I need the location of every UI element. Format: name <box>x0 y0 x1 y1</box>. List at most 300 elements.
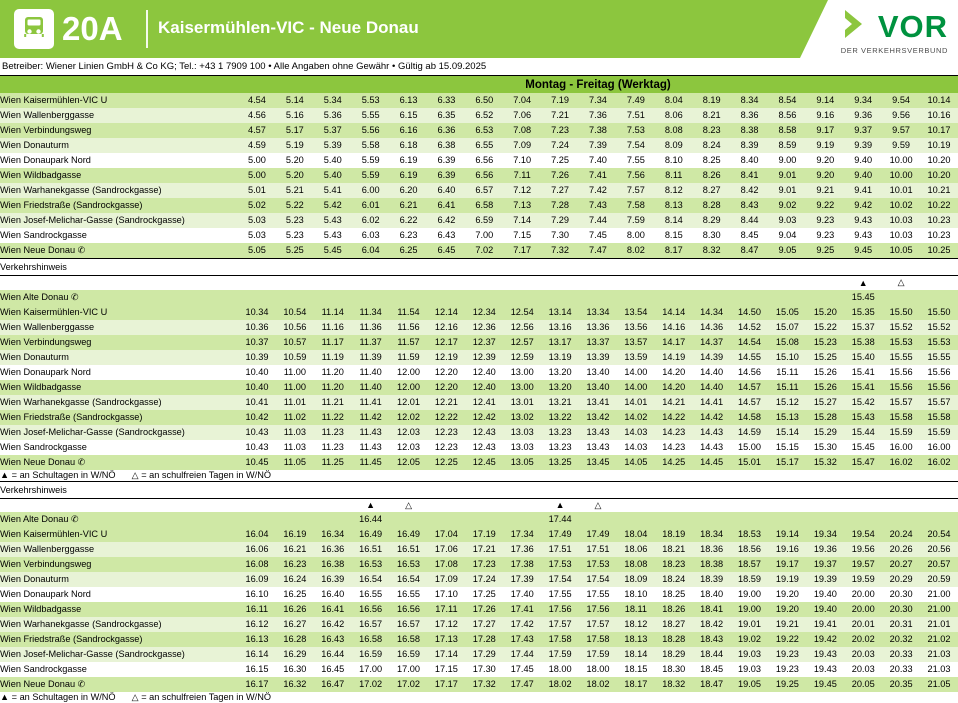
day-type-symbol <box>655 276 693 290</box>
departure-time: 16.32 <box>283 679 307 689</box>
departure-time: 17.06 <box>434 544 458 554</box>
departure-time: 19.17 <box>775 559 799 569</box>
departure-time: 8.23 <box>702 125 721 135</box>
departure-time: 16.36 <box>321 544 345 554</box>
departure-time: 20.26 <box>889 544 913 554</box>
departure-time: 6.25 <box>399 245 418 255</box>
departure-time: 14.59 <box>738 426 762 437</box>
departure-time: 6.23 <box>399 230 418 240</box>
departure-time: 17.34 <box>510 529 534 539</box>
departure-time: 13.43 <box>586 441 610 452</box>
departure-time: 8.24 <box>702 140 721 150</box>
departure-time: 11.40 <box>359 381 382 392</box>
departure-time: 19.56 <box>851 544 875 554</box>
page-header <box>0 0 958 58</box>
departure-time: 19.03 <box>738 649 762 659</box>
departure-time: 16.24 <box>283 574 307 584</box>
departure-time: 15.08 <box>775 336 799 347</box>
departure-time: 16.53 <box>359 559 383 569</box>
departure-time: 16.53 <box>397 559 421 569</box>
departure-time: 17.59 <box>586 649 610 659</box>
departure-time: 19.43 <box>813 664 837 674</box>
departure-time <box>806 290 844 305</box>
stop-name: Wien Friedstraße (Sandrockgasse) <box>0 411 143 422</box>
departure-time: 8.42 <box>740 185 759 195</box>
departure-time: 8.13 <box>664 200 683 210</box>
departure-time: 17.56 <box>586 604 610 614</box>
departure-time: 5.23 <box>285 215 304 225</box>
departure-time <box>882 290 920 305</box>
departure-time: 16.17 <box>245 679 269 689</box>
day-type-symbol <box>314 498 352 512</box>
stop-name: Wien Donauturm <box>0 140 69 150</box>
departure-time: 6.19 <box>399 155 418 165</box>
departure-time: 16.40 <box>321 589 345 599</box>
departure-time: 5.59 <box>361 170 380 180</box>
departure-time: 7.56 <box>626 170 645 180</box>
table-row <box>0 602 958 617</box>
departure-time: 7.21 <box>551 110 570 120</box>
departure-time: 12.21 <box>434 396 458 407</box>
departure-time <box>503 512 541 527</box>
notice-row <box>0 259 958 276</box>
departure-time: 17.56 <box>548 604 572 614</box>
departure-time: 6.38 <box>437 140 456 150</box>
departure-time: 11.54 <box>397 306 420 317</box>
departure-time <box>541 290 579 305</box>
departure-time: 19.40 <box>813 589 837 599</box>
departure-time: 8.06 <box>664 110 683 120</box>
departure-time: 15.58 <box>927 411 951 422</box>
departure-time: 16.34 <box>321 529 345 539</box>
departure-time: 5.59 <box>361 155 380 165</box>
departure-time: 14.03 <box>624 426 648 437</box>
departure-time: 4.54 <box>248 95 266 105</box>
departure-time: 15.50 <box>889 306 913 317</box>
departure-time: 17.29 <box>472 649 496 659</box>
day-type-symbol <box>541 276 579 290</box>
stop-name: Wien Donaupark Nord <box>0 366 91 377</box>
departure-time: 16.09 <box>245 574 269 584</box>
departure-time: 15.52 <box>889 321 913 332</box>
day-type-symbol <box>806 276 844 290</box>
departure-time: 8.09 <box>664 140 683 150</box>
departure-time: 15.41 <box>851 366 875 377</box>
departure-time: 6.39 <box>437 170 456 180</box>
day-type-symbol: △ <box>579 498 617 512</box>
departure-time: 8.44 <box>740 215 759 225</box>
departure-time: 10.00 <box>889 170 913 180</box>
day-type-symbol <box>579 276 617 290</box>
departure-time: 4.59 <box>248 140 266 150</box>
departure-time: 18.27 <box>662 619 686 629</box>
departure-time <box>844 512 882 527</box>
departure-time: 14.03 <box>624 441 648 452</box>
departure-time: 15.58 <box>889 411 913 422</box>
table-row <box>0 380 958 395</box>
day-type-symbol <box>238 498 276 512</box>
departure-time: 18.38 <box>700 559 724 569</box>
departure-time: 9.04 <box>778 230 797 240</box>
departure-time: 5.20 <box>285 170 304 180</box>
table-row <box>0 557 958 572</box>
departure-time: 8.28 <box>702 200 721 210</box>
departure-time: 11.00 <box>283 381 306 392</box>
departure-time: 11.42 <box>359 411 382 422</box>
departure-time: 9.25 <box>816 245 835 255</box>
day-type-symbol <box>920 498 958 512</box>
table-row <box>0 243 958 259</box>
departure-time: 16.54 <box>397 574 421 584</box>
table-row <box>0 198 958 213</box>
departure-time: 5.25 <box>285 245 304 255</box>
departure-time: 5.45 <box>323 245 342 255</box>
departure-time: 15.40 <box>851 351 875 362</box>
departure-time: 6.16 <box>399 125 418 135</box>
departure-time <box>693 512 731 527</box>
departure-time <box>731 290 769 305</box>
departure-time: 18.43 <box>700 634 724 644</box>
departure-time: 11.20 <box>321 381 344 392</box>
symbol-row-spacer <box>0 498 238 512</box>
stop-name: Wien Wallenberggasse <box>0 544 95 554</box>
departure-time: 5.36 <box>323 110 342 120</box>
departure-time: 17.00 <box>359 664 383 674</box>
departure-time: 12.17 <box>434 336 458 347</box>
table-row <box>0 455 958 470</box>
departure-time: 19.54 <box>851 529 875 539</box>
departure-time: 20.03 <box>851 649 875 659</box>
departure-time: 9.43 <box>854 215 873 225</box>
departure-time: 13.57 <box>624 336 648 347</box>
stop-name: Wien Friedstraße (Sandrockgasse) <box>0 200 143 210</box>
departure-time: 5.41 <box>323 185 342 195</box>
departure-time: 15.50 <box>927 306 951 317</box>
departure-time: 19.59 <box>851 574 875 584</box>
departure-time: 18.44 <box>700 649 724 659</box>
departure-time: 10.54 <box>283 306 307 317</box>
departure-time: 13.54 <box>624 306 648 317</box>
day-type-symbol <box>693 498 731 512</box>
departure-time: 18.40 <box>700 589 724 599</box>
departure-time: 16.42 <box>321 619 345 629</box>
departure-time: 17.27 <box>472 619 496 629</box>
departure-time: 13.00 <box>510 366 534 377</box>
departure-time: 12.37 <box>472 336 496 347</box>
stop-name: Wien Wildbadgasse <box>0 381 82 392</box>
departure-time: 6.45 <box>437 245 456 255</box>
departure-time: 7.57 <box>626 185 645 195</box>
departure-time: 19.02 <box>738 634 762 644</box>
departure-time <box>503 290 541 305</box>
departure-time: 16.13 <box>245 634 269 644</box>
departure-time: 18.00 <box>586 664 610 674</box>
departure-time: 11.25 <box>321 456 344 467</box>
departure-time: 14.20 <box>662 366 686 377</box>
departure-time: 9.56 <box>892 110 911 120</box>
departure-time: 19.34 <box>813 529 837 539</box>
departure-time: 14.45 <box>700 456 724 467</box>
header-divider <box>146 10 148 48</box>
departure-time <box>238 512 276 527</box>
day-type-symbol: ▲ <box>541 498 579 512</box>
departure-time: 16.49 <box>397 529 421 539</box>
departure-time: 19.03 <box>738 664 762 674</box>
departure-time: 5.16 <box>285 110 304 120</box>
departure-time <box>465 512 503 527</box>
table-row <box>0 183 958 198</box>
day-type-symbol <box>427 276 465 290</box>
departure-time: 17.28 <box>472 634 496 644</box>
departure-time: 12.43 <box>472 441 496 452</box>
departure-time: 14.56 <box>738 366 762 377</box>
departure-time: 6.35 <box>437 110 456 120</box>
departure-time: 5.03 <box>248 215 266 225</box>
departure-time: 6.43 <box>437 230 456 240</box>
departure-time: 5.02 <box>248 200 266 210</box>
departure-time: 12.40 <box>472 366 496 377</box>
departure-time: 10.56 <box>283 321 307 332</box>
departure-time: 7.02 <box>475 245 494 255</box>
departure-time: 10.03 <box>889 215 913 225</box>
departure-time <box>427 512 465 527</box>
departure-time: 11.37 <box>359 336 382 347</box>
departure-time: 14.00 <box>624 381 648 392</box>
departure-time: 9.42 <box>854 200 873 210</box>
departure-time: 6.33 <box>437 95 456 105</box>
departure-time: 8.32 <box>702 245 721 255</box>
departure-time: 15.20 <box>813 306 837 317</box>
departure-time: 11.45 <box>359 456 382 467</box>
departure-time: 9.23 <box>816 230 835 240</box>
departure-time: 6.57 <box>475 185 494 195</box>
day-band-label: Montag - Freitag (Werktag) <box>238 76 958 93</box>
departure-time: 14.01 <box>624 396 648 407</box>
departure-time: 7.00 <box>475 230 494 240</box>
departure-time: 20.33 <box>889 649 913 659</box>
departure-time: 19.42 <box>813 634 837 644</box>
departure-time: 16.08 <box>245 559 269 569</box>
departure-time: 7.41 <box>589 170 607 180</box>
departure-time: 7.38 <box>589 125 607 135</box>
departure-time: 14.05 <box>624 456 648 467</box>
departure-time: 15.55 <box>889 351 913 362</box>
departure-time: 9.39 <box>854 140 873 150</box>
departure-time: 9.21 <box>816 185 835 195</box>
departure-time: 10.36 <box>245 321 269 332</box>
departure-time <box>314 512 352 527</box>
departure-time: 15.57 <box>889 396 913 407</box>
departure-time: 14.50 <box>738 306 762 317</box>
day-band-spacer <box>0 76 238 93</box>
departure-time: 11.19 <box>321 351 344 362</box>
departure-time: 11.23 <box>321 426 344 437</box>
departure-time: 11.03 <box>283 441 306 452</box>
departure-time: 21.00 <box>927 589 951 599</box>
day-type-symbol <box>693 276 731 290</box>
departure-time: 11.03 <box>283 426 306 437</box>
table-row <box>0 335 958 350</box>
departure-time: 6.22 <box>399 215 418 225</box>
departure-time: 11.22 <box>321 411 344 422</box>
departure-time: 13.23 <box>548 426 572 437</box>
departure-time: 9.59 <box>892 140 911 150</box>
departure-time: 19.19 <box>775 574 799 584</box>
departure-time: 13.36 <box>586 321 610 332</box>
departure-time: 8.40 <box>740 155 759 165</box>
stop-name: Wien Josef-Melichar-Gasse (Sandrockgasse) <box>0 215 185 225</box>
departure-time: 6.15 <box>399 110 418 120</box>
departure-time: 7.12 <box>513 185 532 195</box>
departure-time <box>768 290 806 305</box>
day-type-symbol <box>806 498 844 512</box>
day-type-symbol <box>617 276 655 290</box>
departure-time: 11.57 <box>397 336 420 347</box>
table-row <box>0 440 958 455</box>
departure-time: 15.13 <box>775 411 799 422</box>
departure-time <box>314 290 352 305</box>
departure-time: 20.01 <box>851 619 875 629</box>
departure-time: 21.03 <box>927 664 951 674</box>
departure-time: 13.56 <box>624 321 648 332</box>
departure-time: 16.00 <box>927 441 951 452</box>
departure-time: 5.22 <box>285 200 304 210</box>
departure-time: 16.15 <box>245 664 269 674</box>
departure-time: 9.37 <box>854 125 873 135</box>
timetable <box>0 76 958 703</box>
departure-time: 11.41 <box>359 396 382 407</box>
departure-time: 7.15 <box>513 230 532 240</box>
table-row <box>0 228 958 243</box>
departure-time: 15.56 <box>889 366 913 377</box>
departure-time: 14.21 <box>662 396 686 407</box>
departure-time: 13.23 <box>548 441 572 452</box>
departure-time: 16.58 <box>397 634 421 644</box>
departure-time: 5.03 <box>248 230 266 240</box>
departure-time: 5.23 <box>285 230 304 240</box>
departure-time: 15.28 <box>813 411 837 422</box>
departure-time: 16.51 <box>397 544 421 554</box>
departure-time: 19.01 <box>738 619 762 629</box>
departure-time: 15.32 <box>813 456 837 467</box>
departure-time: 7.47 <box>589 245 607 255</box>
departure-time: 5.40 <box>323 170 342 180</box>
departure-time: 19.21 <box>775 619 799 629</box>
day-type-symbol <box>920 276 958 290</box>
table-row <box>0 138 958 153</box>
departure-time: 12.20 <box>434 366 458 377</box>
page-title: Kaisermühlen-VIC - Neue Donau <box>158 18 419 37</box>
departure-time: 15.37 <box>851 321 875 332</box>
departure-time: 20.57 <box>927 559 951 569</box>
day-type-symbol <box>731 276 769 290</box>
departure-time: 20.24 <box>889 529 913 539</box>
departure-time: 15.47 <box>851 456 875 467</box>
departure-time: 7.39 <box>589 140 607 150</box>
departure-time: 11.43 <box>359 441 382 452</box>
table-row <box>0 168 958 183</box>
departure-time: 10.01 <box>889 185 913 195</box>
departure-time: 7.53 <box>626 125 645 135</box>
departure-time: 13.39 <box>586 351 610 362</box>
departure-time: 16.29 <box>283 649 307 659</box>
departure-time: 19.41 <box>813 619 837 629</box>
departure-time: 18.14 <box>624 649 648 659</box>
departure-time: 19.37 <box>813 559 837 569</box>
departure-time: 7.23 <box>551 125 570 135</box>
departure-time: 18.32 <box>662 679 686 689</box>
departure-time: 7.14 <box>513 215 532 225</box>
day-type-symbol <box>882 498 920 512</box>
departure-time: 17.43 <box>510 634 534 644</box>
departure-time: 15.17 <box>775 456 799 467</box>
departure-time: 8.10 <box>664 155 683 165</box>
departure-time: 13.42 <box>586 411 610 422</box>
departure-time: 16.14 <box>245 649 269 659</box>
departure-time: 16.19 <box>283 529 307 539</box>
stop-name: Wien Verbindungsweg <box>0 336 92 347</box>
departure-time: 17.26 <box>472 604 496 614</box>
departure-time: 9.23 <box>816 215 835 225</box>
departure-time <box>617 512 655 527</box>
departure-time: 15.29 <box>813 426 837 437</box>
departure-time: 12.01 <box>397 396 421 407</box>
legend-no-school: △ = an schulfreien Tagen in W/NÖ <box>131 692 271 702</box>
departure-time: 16.41 <box>321 604 345 614</box>
departure-time: 7.43 <box>589 200 607 210</box>
departure-time <box>617 290 655 305</box>
departure-time: 9.03 <box>778 215 797 225</box>
table-row <box>0 632 958 647</box>
departure-time: 10.23 <box>927 230 951 240</box>
day-type-symbol <box>768 276 806 290</box>
departure-time: 14.57 <box>738 396 762 407</box>
departure-time: 7.11 <box>513 170 531 180</box>
departure-time: 10.42 <box>245 411 269 422</box>
departure-time: 5.39 <box>323 140 342 150</box>
departure-time: 7.58 <box>626 200 645 210</box>
table-row <box>0 587 958 602</box>
departure-time: 10.16 <box>927 110 951 120</box>
departure-time: 16.51 <box>359 544 383 554</box>
departure-time: 15.11 <box>776 366 799 377</box>
departure-time: 9.40 <box>854 155 873 165</box>
stop-name: Wien Alte Donau ✆ <box>0 514 79 524</box>
departure-time: 20.33 <box>889 664 913 674</box>
day-type-symbol: △ <box>882 276 920 290</box>
departure-time: 10.40 <box>245 381 269 392</box>
legend-school: ▲ = an Schultagen in W/NÖ <box>0 469 116 480</box>
departure-time: 9.16 <box>816 110 835 120</box>
departure-time: 5.53 <box>361 95 380 105</box>
departure-time: 6.36 <box>437 125 456 135</box>
stop-name: Wien Kaisermühlen-VIC U <box>0 95 108 105</box>
departure-time: 18.11 <box>624 604 648 614</box>
stop-name: Wien Sandrockgasse <box>0 664 87 674</box>
departure-time <box>579 290 617 305</box>
stop-name: Wien Warhanekgasse (Sandrockgasse) <box>0 396 162 407</box>
departure-time: 15.25 <box>813 351 837 362</box>
departure-time: 14.41 <box>700 396 724 407</box>
departure-time: 6.21 <box>399 200 418 210</box>
departure-time: 21.02 <box>927 634 951 644</box>
departure-time: 10.17 <box>927 125 951 135</box>
departure-time: 15.59 <box>889 426 913 437</box>
departure-time: 19.00 <box>738 589 762 599</box>
departure-time: 18.12 <box>624 619 648 629</box>
notice-row <box>0 481 958 498</box>
departure-time: 13.45 <box>586 456 610 467</box>
